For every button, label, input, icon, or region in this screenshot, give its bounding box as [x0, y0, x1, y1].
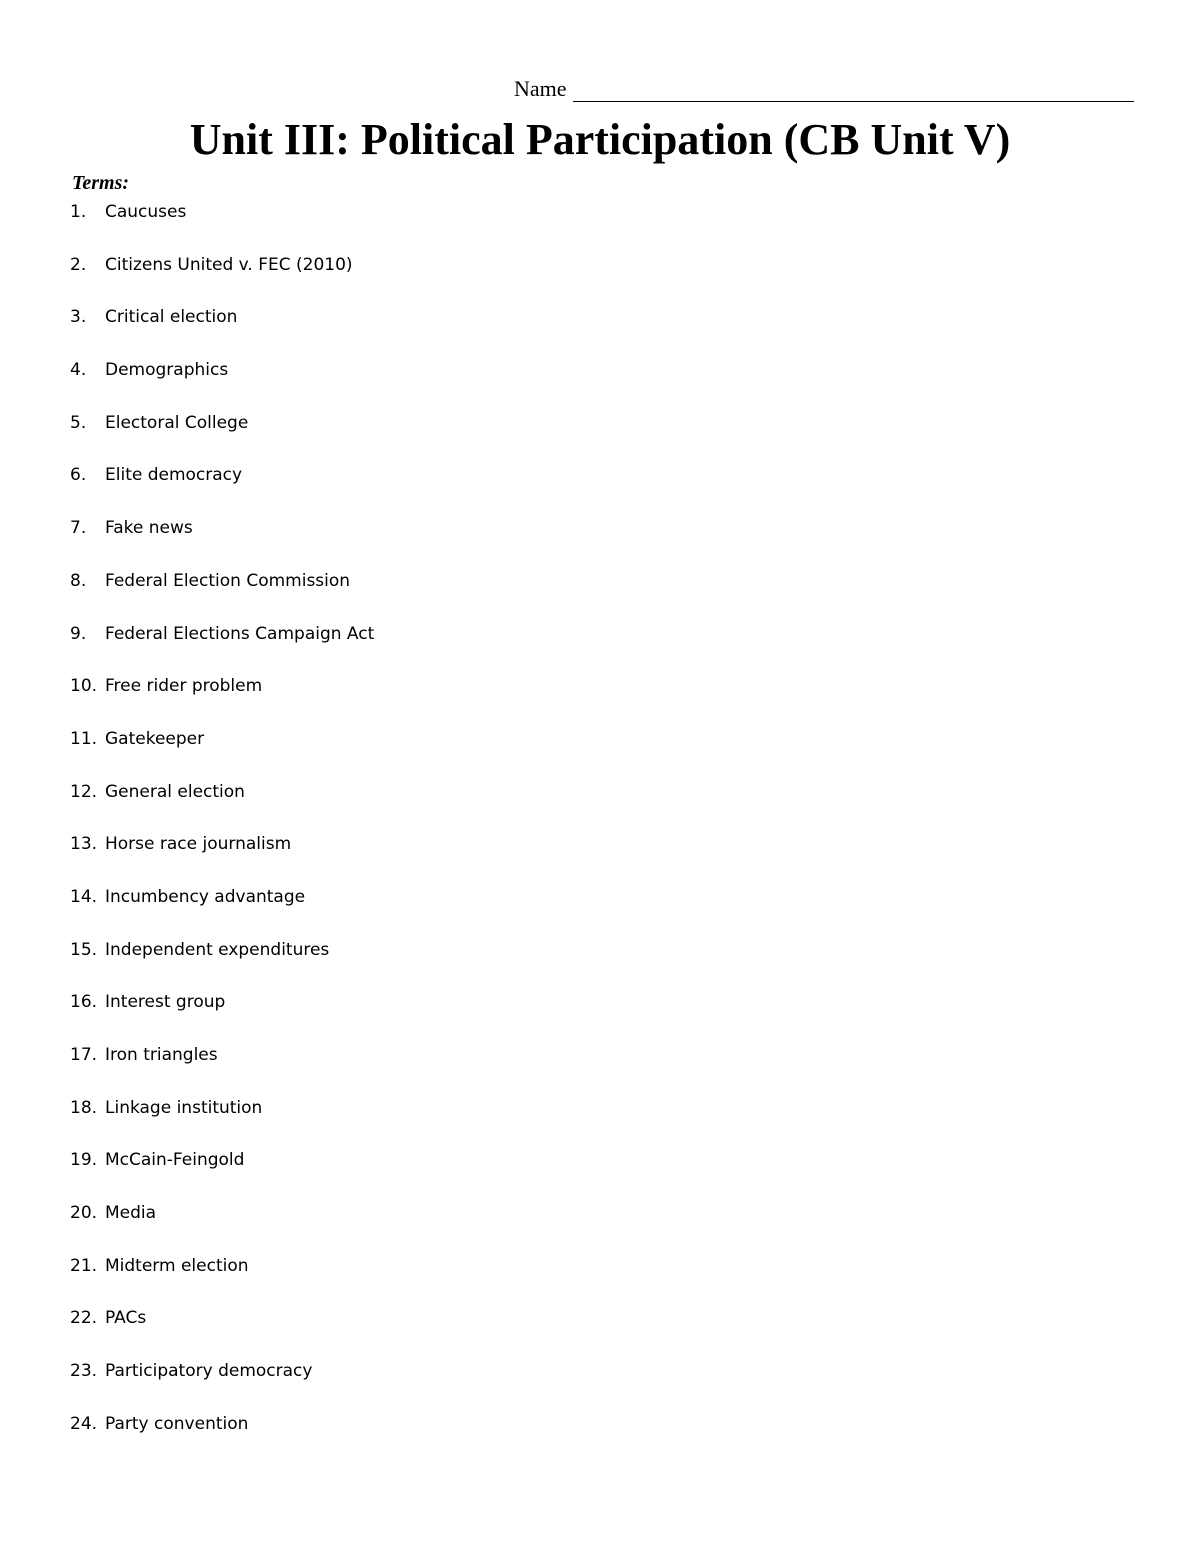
term-number: 15.: [70, 939, 98, 960]
term-item: [70, 461, 374, 514]
term-text: McCain-Feingold: [105, 1150, 245, 1171]
term-number: 1.: [70, 202, 87, 222]
term-item: [70, 778, 374, 831]
term-text: Incumbency advantage: [105, 886, 306, 907]
term-item: [70, 883, 374, 936]
term-number: 8.: [70, 570, 87, 591]
term-number: 23.: [70, 1361, 98, 1382]
term-item: [70, 1410, 374, 1463]
term-text: Demographics: [105, 360, 229, 381]
term-number: 17.: [70, 1045, 98, 1065]
term-text: Federal Elections Campaign Act: [105, 623, 375, 644]
terms-list: [70, 198, 374, 1463]
term-item: [70, 1146, 374, 1199]
term-item: [70, 356, 374, 409]
term-number: 5.: [70, 412, 87, 433]
term-text: Gatekeeper: [105, 728, 205, 749]
term-item: [70, 936, 374, 989]
term-text: Independent expenditures: [105, 939, 330, 960]
term-text: Iron triangles: [105, 1045, 218, 1065]
term-number: 13.: [70, 834, 98, 855]
term-number: 10.: [70, 676, 98, 697]
term-text: Caucuses: [105, 202, 187, 222]
term-text: Media: [105, 1203, 157, 1224]
term-text: PACs: [105, 1308, 147, 1329]
term-text: Federal Election Commission: [105, 570, 351, 591]
terms-heading: Terms:: [72, 172, 130, 194]
term-item: [70, 988, 374, 1041]
term-item: [70, 1252, 374, 1305]
term-item: [70, 1094, 374, 1147]
term-number: 3.: [70, 307, 87, 328]
term-number: 9.: [70, 623, 87, 644]
term-item: [70, 514, 374, 567]
term-text: Interest group: [105, 992, 226, 1013]
term-number: 6.: [70, 465, 87, 486]
term-text: Elite democracy: [105, 465, 243, 486]
term-number: 12.: [70, 781, 98, 802]
term-number: 22.: [70, 1308, 98, 1329]
term-number: 7.: [70, 518, 87, 539]
term-number: 4.: [70, 360, 87, 381]
term-text: General election: [105, 781, 245, 802]
term-item: [70, 830, 374, 883]
term-text: Midterm election: [105, 1255, 249, 1276]
term-item: [70, 672, 374, 725]
term-number: 24.: [70, 1413, 98, 1434]
term-item: [70, 303, 374, 356]
term-text: Fake news: [105, 518, 193, 539]
name-label: Name: [514, 76, 567, 101]
term-item: [70, 251, 374, 304]
term-item: [70, 567, 374, 620]
term-item: [70, 409, 374, 462]
term-number: 20.: [70, 1203, 98, 1224]
term-number: 2.: [70, 254, 87, 275]
term-text: Critical election: [105, 307, 238, 328]
term-number: 16.: [70, 992, 98, 1013]
term-text: Party convention: [105, 1413, 249, 1434]
term-item: [70, 1041, 374, 1094]
term-text: Participatory democracy: [105, 1361, 313, 1382]
term-number: 11.: [70, 728, 98, 749]
term-text: Electoral College: [105, 412, 249, 433]
term-text: Free rider problem: [105, 676, 263, 697]
name-field: [514, 72, 1134, 102]
term-item: [70, 620, 374, 673]
term-item: [70, 1304, 374, 1357]
page-title: Unit III: Political Participation (CB Unit V): [189, 115, 1011, 164]
term-item: [70, 1199, 374, 1252]
term-text: Horse race journalism: [105, 834, 292, 855]
term-number: 21.: [70, 1255, 98, 1276]
term-item: [70, 198, 374, 251]
term-text: Linkage institution: [105, 1097, 263, 1118]
term-number: 18.: [70, 1097, 98, 1118]
term-item: [70, 725, 374, 778]
name-blank-line: [573, 79, 1134, 102]
term-number: 14.: [70, 886, 98, 907]
term-text: Citizens United v. FEC (2010): [105, 254, 353, 275]
term-number: 19.: [70, 1150, 98, 1171]
term-item: [70, 1357, 374, 1410]
